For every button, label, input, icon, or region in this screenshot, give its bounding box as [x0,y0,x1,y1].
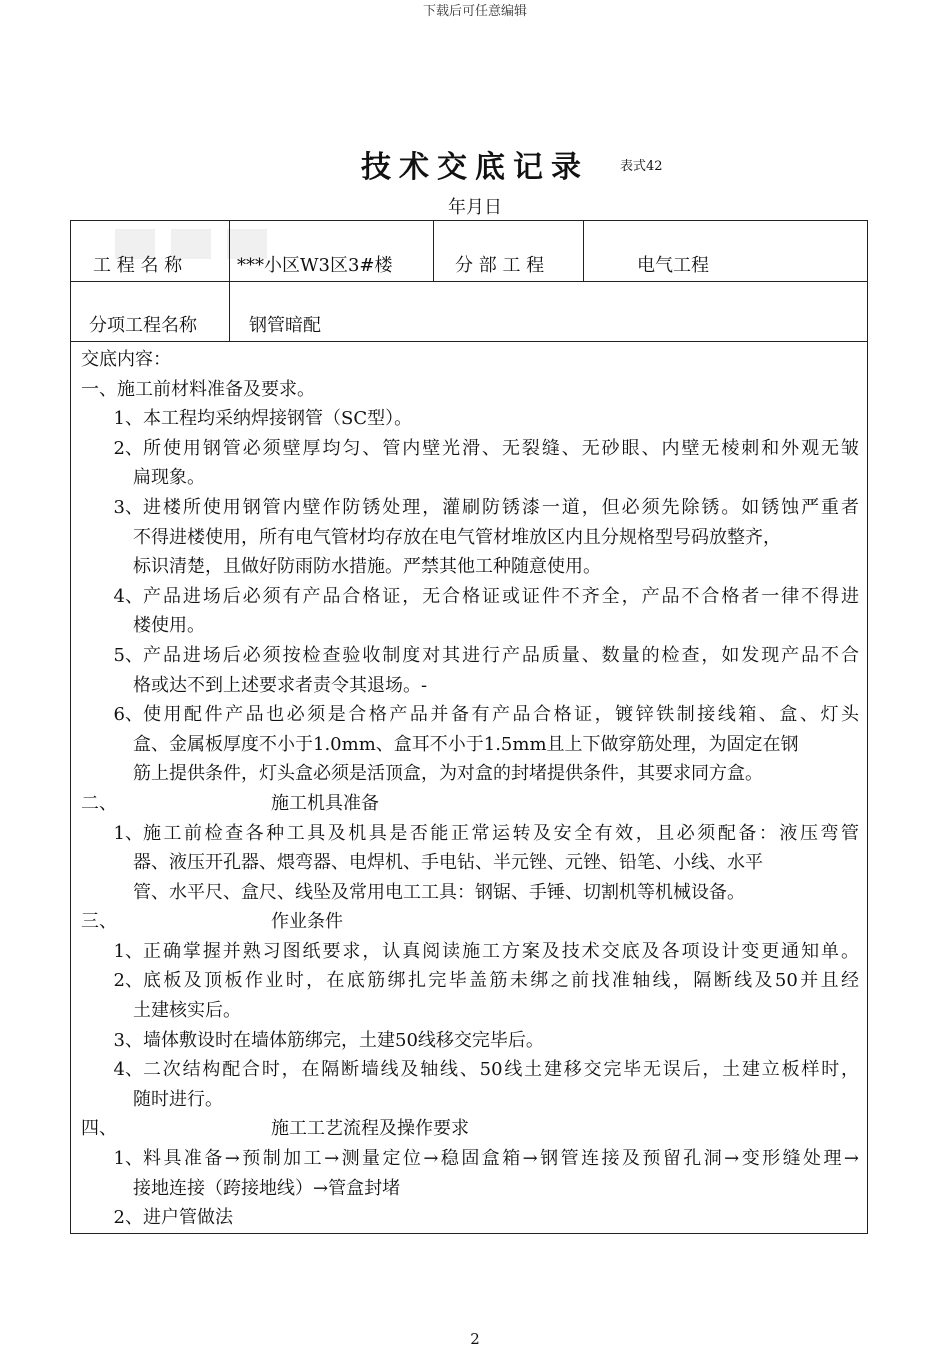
item-text-continued: 接地连接（跨接地线）→管盒封堵 [133,1177,401,1199]
section-3-title [81,907,859,937]
list-item [81,700,859,730]
list-item [81,937,859,967]
subitem-value: 钢管暗配 [249,315,321,336]
item-text: 本工程均采纳焊接钢管（SC型）。 [143,408,413,430]
item-text-continued: 盒、金属板厚度不小于1.0mm、盒耳不小于1.5mm且上下做穿筋处理，为固定在钢 [133,733,799,755]
title-row [0,142,950,186]
subitem-label: 分项工程名称 [89,315,197,336]
section-index: 三、 [81,911,117,933]
date-line: 年月日 [448,197,502,218]
project-name-value: ***小区W3区3#楼 [237,255,393,276]
list-item [81,493,859,523]
item-number: 3、 [113,496,143,518]
list-item [81,1055,859,1085]
divider [583,221,584,281]
briefing-content [81,345,859,1233]
item-number: 2、 [113,437,143,459]
list-item [81,1026,859,1056]
item-text: 二次结构配合时，在隔断墙线及轴线、50线土建移交完毕无误后，土建立板样时， [143,1059,859,1081]
item-text: 进楼所使用钢管内壁作防锈处理，灌刷防锈漆一道，但必须先除锈。如锈蚀严重者 [143,496,859,518]
item-number: 5、 [113,644,143,666]
table-row-project [71,221,867,282]
item-text-continued: 楼使用。 [133,615,205,637]
page-number: 2 [470,1330,480,1348]
item-number: 1、 [113,408,143,430]
header-note: 下载后可任意编辑 [422,4,527,19]
item-text: 正确掌握并熟习图纸要求，认真阅读施工方案及技术交底及各项设计变更通知单。 [143,940,859,962]
item-text-continued: 随时进行。 [133,1088,223,1110]
item-text: 产品进场后必须有产品合格证，无合格证或证件不齐全，产品不合格者一律不得进 [143,585,859,607]
form-number: 表式42 [620,159,663,174]
item-number: 6、 [113,704,143,726]
divider [229,281,230,341]
item-text: 墙体敷设时在墙体筋绑完，土建50线移交完毕后。 [143,1029,544,1051]
item-text: 施工前检查各种工具及机具是否能正常运转及安全有效，且必须配备：液压弯管 [143,822,859,844]
item-text: 进户管做法 [143,1207,233,1229]
section-title: 施工机具准备 [271,792,379,814]
table-row-subitem [71,281,867,342]
item-text-continued: 不得进楼使用，所有电气管材均存放在电气管材堆放区内且分规格型号码放整齐， [133,526,781,548]
item-text: 底板及顶板作业时，在底筋绑扎完毕盖筋未绑之前找准轴线，隔断线及50并且经 [143,970,859,992]
item-number: 4、 [113,585,143,607]
item-number: 1、 [113,822,143,844]
division-label: 分 部 工 程 [455,255,545,276]
section-title: 施工工艺流程及操作要求 [271,1118,469,1140]
list-item [81,1203,859,1233]
content-heading: 交底内容： [81,349,171,370]
list-item [81,641,859,671]
item-text: 所使用钢管必须壁厚均匀、管内壁光滑、无裂缝、无砂眼、内壁无棱刺和外观无皱 [143,437,859,459]
section-1-title: 一、施工前材料准备及要求。 [81,378,315,400]
item-text-continued: 管、水平尺、盒尺、线坠及常用电工工具：钢锯、手锤、切割机等机械设备。 [133,881,745,903]
list-item [81,966,859,996]
section-index: 四、 [81,1118,117,1140]
list-item [81,819,859,849]
item-text-continued: 标识清楚，且做好防雨防水措施。严禁其他工种随意使用。 [133,556,601,578]
item-number: 3、 [113,1029,143,1051]
division-value: 电气工程 [637,255,709,276]
divider [433,221,434,281]
list-item [81,404,859,434]
item-text: 料具准备→预制加工→测量定位→稳固盒箱→钢管连接及预留孔洞→变形缝处理→ [143,1148,859,1170]
item-text-continued: 土建核实后。 [133,1000,241,1022]
page-title: 技术交底记录 [361,150,589,185]
item-number: 2、 [113,1207,143,1229]
item-text-continued: 筋上提供条件，灯头盒必须是活顶盒，为对盒的封堵提供条件，其要求同方盒。 [133,763,763,785]
item-text-continued: 扁现象。 [133,467,205,489]
section-index: 二、 [81,792,117,814]
list-item [81,1144,859,1174]
item-text: 产品进场后必须按检查验收制度对其进行产品质量、数量的检查，如发现产品不合 [143,644,859,666]
item-text: 使用配件产品也必须是合格产品并备有产品合格证，镀锌铁制接线箱、盒、灯头 [143,704,859,726]
item-text-continued: 器、液压开孔器、煨弯器、电焊机、手电钻、半元锉、元锉、铅笔、小线、水平 [133,852,763,874]
list-item [81,582,859,612]
project-name-label: 工 程 名 称 [93,255,183,276]
divider [229,221,230,281]
item-number: 1、 [113,940,143,962]
record-sheet [70,220,868,1234]
item-text-continued: 格或达不到上述要求者责令其退场。- [133,674,428,696]
section-title: 作业条件 [271,911,343,933]
section-2-title [81,789,859,819]
list-item [81,434,859,464]
section-4-title [81,1114,859,1144]
item-number: 2、 [113,970,143,992]
item-number: 1、 [113,1148,143,1170]
item-number: 4、 [113,1059,143,1081]
